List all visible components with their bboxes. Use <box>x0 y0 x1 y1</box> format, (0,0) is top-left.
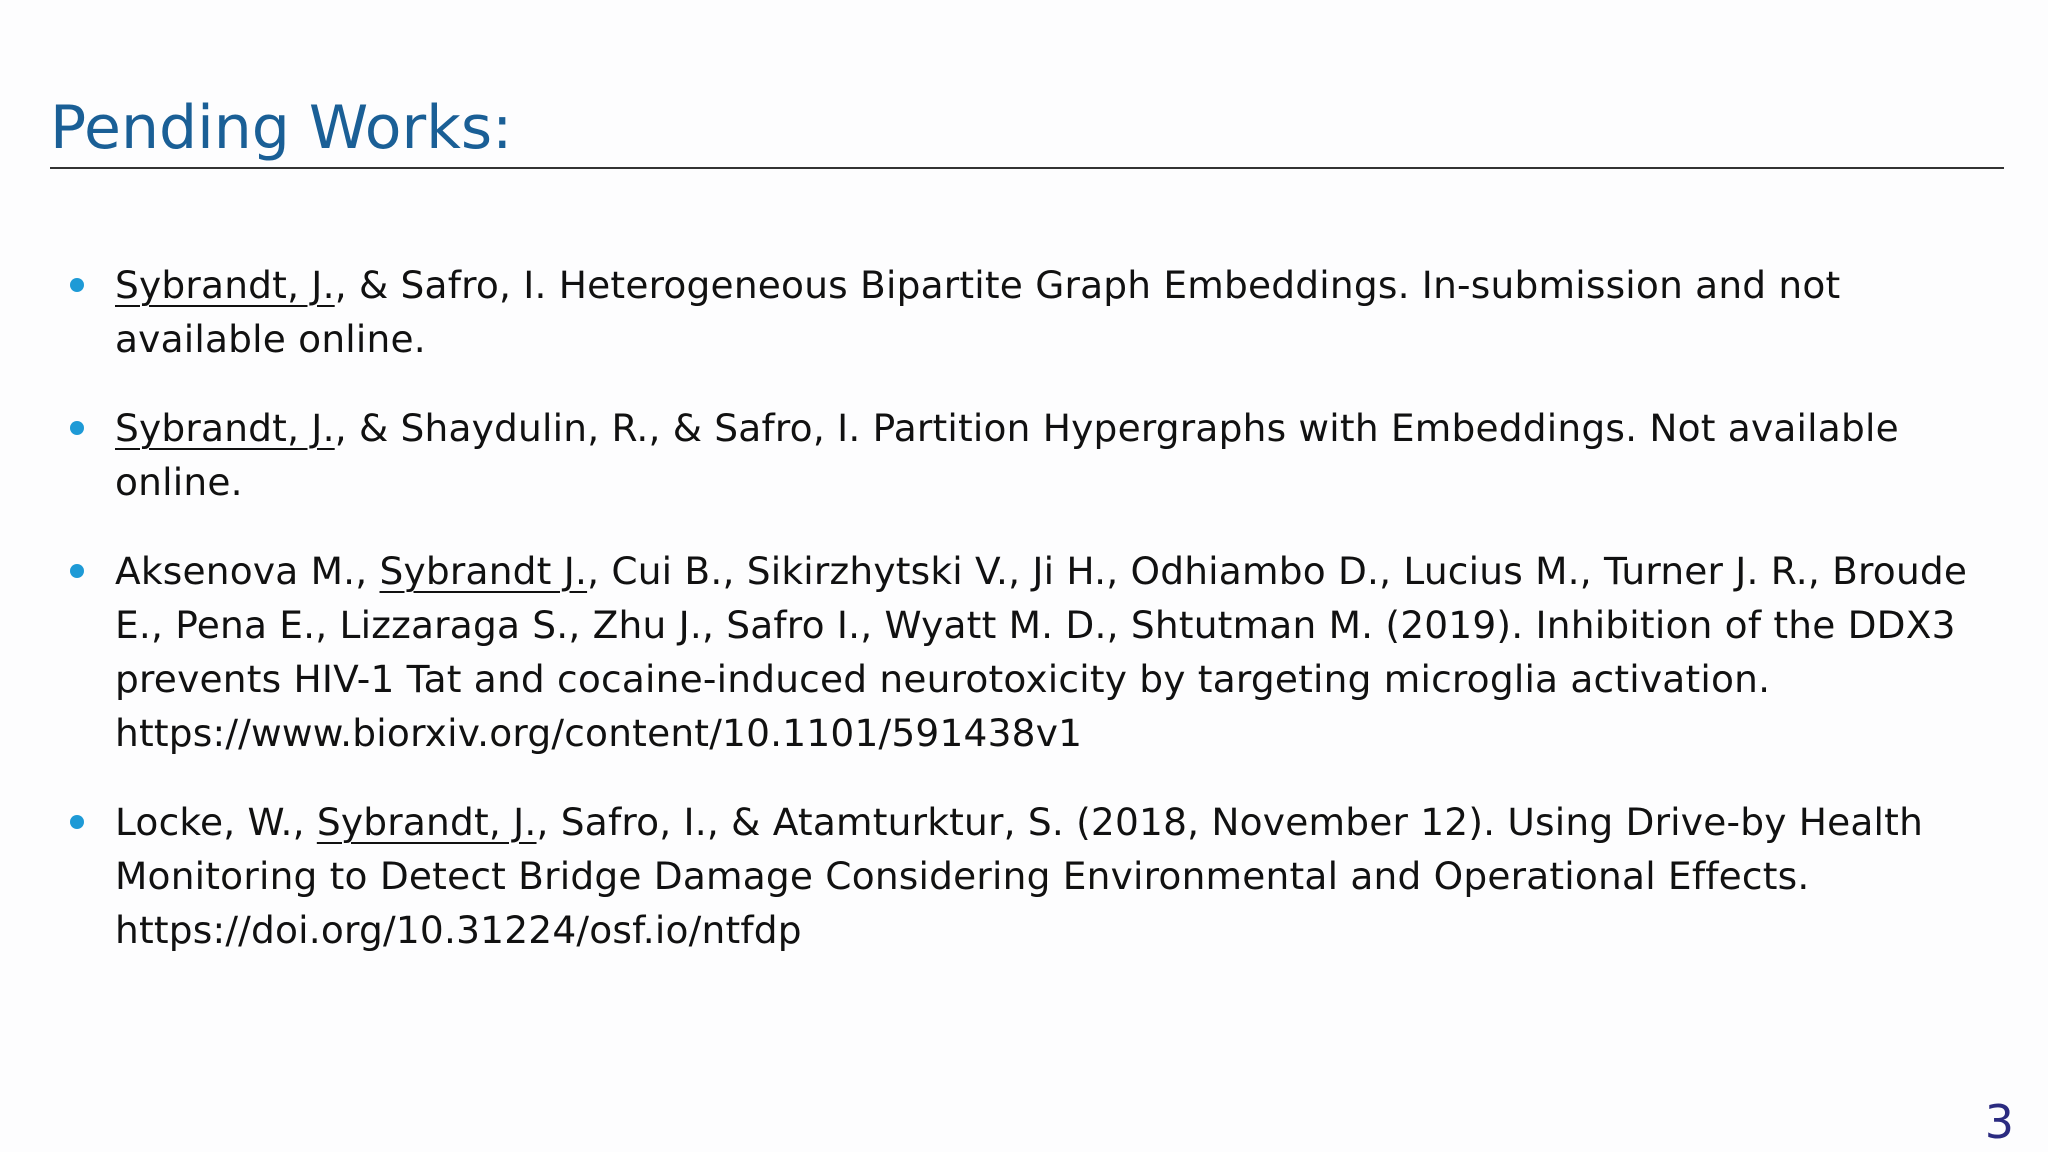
reference-item <box>68 401 2013 509</box>
title-divider <box>50 167 2004 169</box>
reference-text: , Cui B., Sikirzhytski V., Ji H., Odhiambo D., Lucius M., Turner J. R., Broude E., Pena E., Lizzaraga S., Zhu J., Safro I., Wyatt M. D., Shtutman M. (2019). Inhibition of the DDX3 prevents HIV-1 Tat and cocaine-induced neurotoxicity by targeting microglia activation. https://www.biorxiv.org/content/10.1101/591438v1 <box>115 549 1968 755</box>
presenter-author-name: Sybrandt J. <box>379 549 588 593</box>
reference-item <box>68 258 2013 366</box>
presenter-author-name: Sybrandt, J. <box>115 263 335 307</box>
presenter-author-name: Sybrandt, J. <box>115 406 335 450</box>
reference-prefix: Aksenova M., <box>115 549 380 593</box>
bullet-icon <box>70 421 84 435</box>
reference-item <box>68 544 2013 760</box>
reference-item <box>68 795 2013 957</box>
reference-prefix: Locke, W., <box>115 800 317 844</box>
bullet-icon <box>70 278 84 292</box>
presenter-author-name: Sybrandt, J. <box>316 800 537 844</box>
reference-text: , Safro, I., & Atamturktur, S. (2018, November 12). Using Drive-by Health Monitoring to Detect Bridge Damage Considering Environmental and Operational Effects. https://doi.org/10.31224/osf.io/ntfdp <box>115 800 1924 952</box>
bullet-icon <box>70 564 84 578</box>
page-number: 3 <box>1984 1095 2014 1149</box>
reference-text: , & Shaydulin, R., & Safro, I. Partition Hypergraphs with Embeddings. Not available online. <box>115 406 1899 504</box>
reference-text: , & Safro, I. Heterogeneous Bipartite Graph Embeddings. In-submission and not available online. <box>115 263 1841 361</box>
bullet-icon <box>70 815 84 829</box>
reference-list <box>68 258 2013 992</box>
slide-title: Pending Works: <box>50 93 513 163</box>
